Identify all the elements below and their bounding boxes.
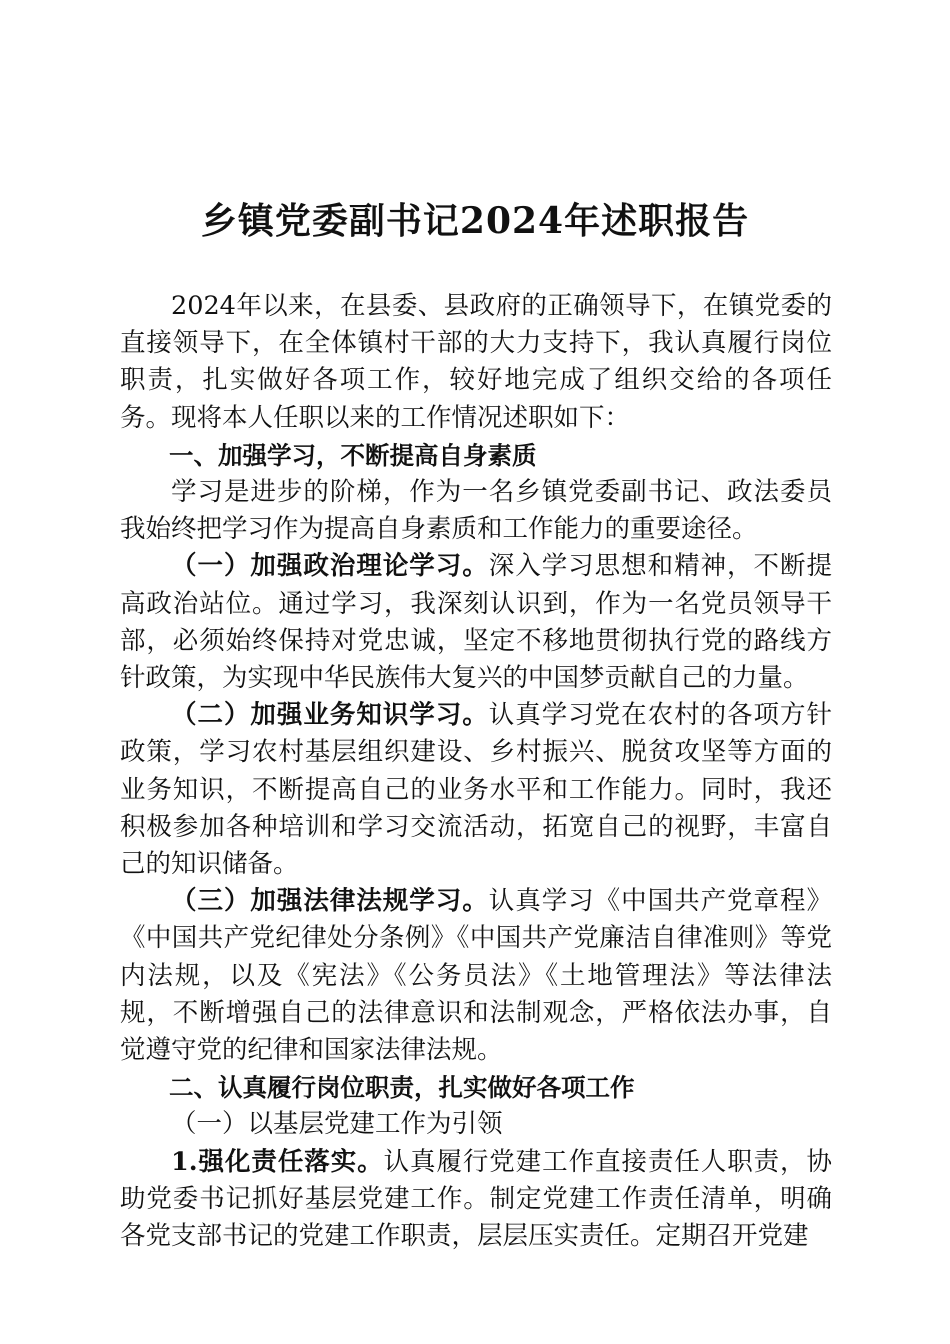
section-1-item-3 bbox=[120, 883, 832, 1069]
section-1-heading: 一、加强学习，不断提高自身素质 bbox=[169, 440, 537, 470]
item-label: （二）加强业务知识学习。 bbox=[171, 700, 489, 731]
intro-paragraph: 2024年以来，在县委、县政府的正确领导下，在镇党委的直接领导下，在全体镇村干部的大力支持下，我认真履行岗位职责，扎实做好各项工作，较好地完成了组织交给的各项任务。现将本人任职以来的工作情况述职如下： bbox=[120, 291, 832, 433]
section-1-item-2 bbox=[120, 697, 832, 883]
item-text: 认真学习党在农村的各项方针政策，学习农村基层组织建设、乡村振兴、脱贫攻坚等方面的业务知识，不断提高自己的业务水平和工作能力。同时，我还积极参加各种培训和学习交流活动，拓宽自己的视野，丰富自己的知识储备。 bbox=[120, 700, 832, 880]
document-body bbox=[120, 288, 832, 1255]
document-title: 乡镇党委副书记2024年述职报告 bbox=[200, 200, 750, 242]
section-1-lead: 学习是进步的阶梯，作为一名乡镇党委副书记、政法委员我始终把学习作为提高自身素质和工作能力的重要途径。 bbox=[120, 477, 832, 545]
section-2-subheading: （一）以基层党建工作为引领 bbox=[171, 1109, 503, 1140]
item-label: （三）加强法律法规学习。 bbox=[171, 886, 489, 917]
section-2-item-1 bbox=[120, 1144, 832, 1256]
item-label: 1.强化责任落实。 bbox=[171, 1146, 384, 1177]
item-label: （一）加强政治理论学习。 bbox=[171, 551, 489, 582]
section-1-item-1 bbox=[120, 548, 832, 697]
item-text: 认真履行党建工作直接责任人职责，协助党委书记抓好基层党建工作。制定党建工作责任清单，明确各党支部书记的党建工作职责，层层压实责任。定期召开党建 bbox=[120, 1146, 832, 1252]
item-text: 深入学习思想和精神，不断提高政治站位。通过学习，我深刻认识到，作为一名党员领导干部，必须始终保持对党忠诚，坚定不移地贯彻执行党的路线方针政策，为实现中华民族伟大复兴的中国梦贡献自己的力量。 bbox=[120, 551, 832, 694]
item-text: 认真学习《中国共产党章程》《中国共产党纪律处分条例》《中国共产党廉洁自律准则》等党内法规，以及《宪法》《公务员法》《土地管理法》等法律法规，不断增强自己的法律意识和法制观念，严格依法办事，自觉遵守党的纪律和国家法律法规。 bbox=[120, 886, 832, 1066]
section-2-heading: 二、认真履行岗位职责，扎实做好各项工作 bbox=[169, 1073, 635, 1103]
